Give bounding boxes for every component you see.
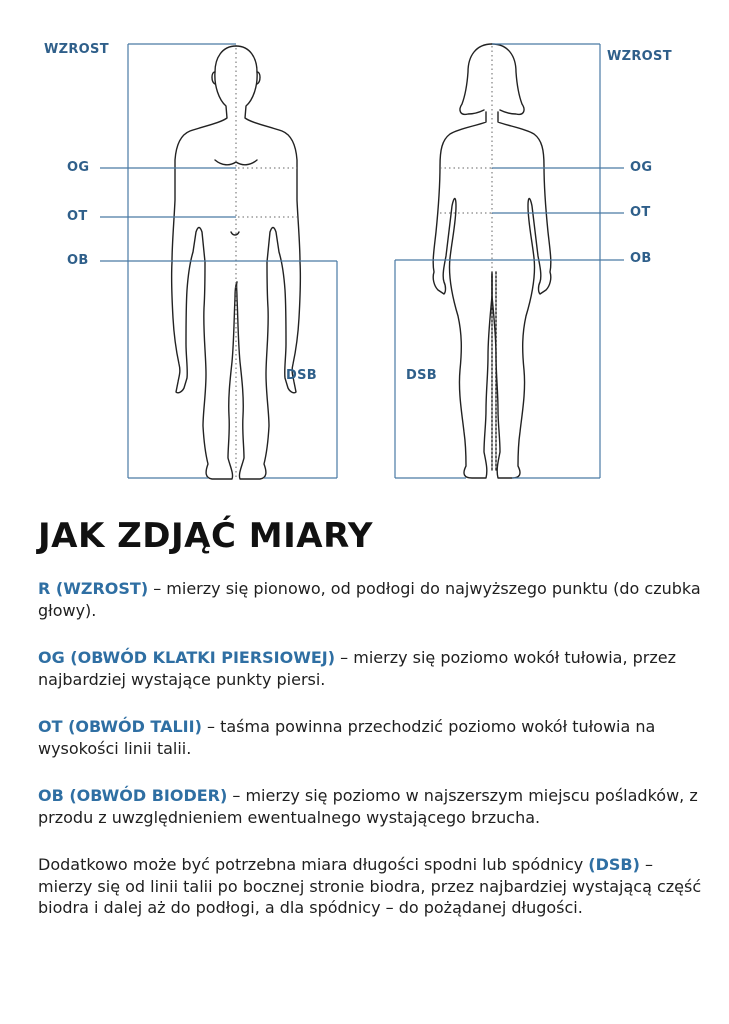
text-dsb-before: Dodatkowo może być potrzebna miara długości spodni lub spódnicy	[38, 855, 589, 874]
paragraph-wzrost	[38, 578, 708, 621]
label-dsb-right: DSB	[406, 368, 437, 383]
label-wzrost-left: WZROST	[44, 42, 109, 57]
label-ot-left: OT	[67, 209, 88, 224]
paragraph-og	[38, 647, 708, 690]
term-wzrost: R (WZROST)	[38, 579, 149, 598]
body-diagram	[0, 0, 729, 490]
text-og: – mierzy się poziomo wokół tułowia, przez najbardziej wystające punkty piersi.	[38, 648, 677, 689]
label-og-right: OG	[630, 160, 653, 175]
term-dsb: (DSB)	[588, 855, 640, 874]
page-title: JAK ZDJĄĆ MIARY	[38, 516, 374, 556]
instructions	[38, 578, 708, 945]
text-wzrost: – mierzy się pionowo, od podłogi do najwyższego punktu (do czubka głowy).	[38, 579, 701, 620]
label-ob-right: OB	[630, 251, 652, 266]
text-ot: – taśma powinna przechodzić poziomo wokół tułowia na wysokości linii talii.	[38, 717, 656, 758]
label-wzrost-right: WZROST	[607, 49, 672, 64]
label-dsb-left: DSB	[286, 368, 317, 383]
text-ob: – mierzy się poziomo w najszerszym miejscu pośladków, z przodu z uwzględnieniem ewentualnego wystającego brzucha.	[38, 786, 698, 827]
paragraph-ot	[38, 716, 708, 759]
label-ob-left: OB	[67, 253, 89, 268]
measurement-lines	[100, 44, 624, 478]
paragraph-dsb	[38, 854, 708, 919]
measurement-figure	[0, 0, 729, 490]
paragraph-ob	[38, 785, 708, 828]
text-dsb-after: – mierzy się od linii talii po bocznej stronie biodra, przez najbardziej wystającą część biodra i dalej aż do podłogi, a dla spódnicy – do pożądanej długości.	[38, 855, 702, 917]
term-ob: OB (OBWÓD BIODER)	[38, 786, 228, 805]
term-ot: OT (OBWÓD TALII)	[38, 717, 202, 736]
label-ot-right: OT	[630, 205, 651, 220]
label-og-left: OG	[67, 160, 90, 175]
male-figure	[172, 46, 301, 479]
term-og: OG (OBWÓD KLATKI PIERSIOWEJ)	[38, 648, 336, 667]
